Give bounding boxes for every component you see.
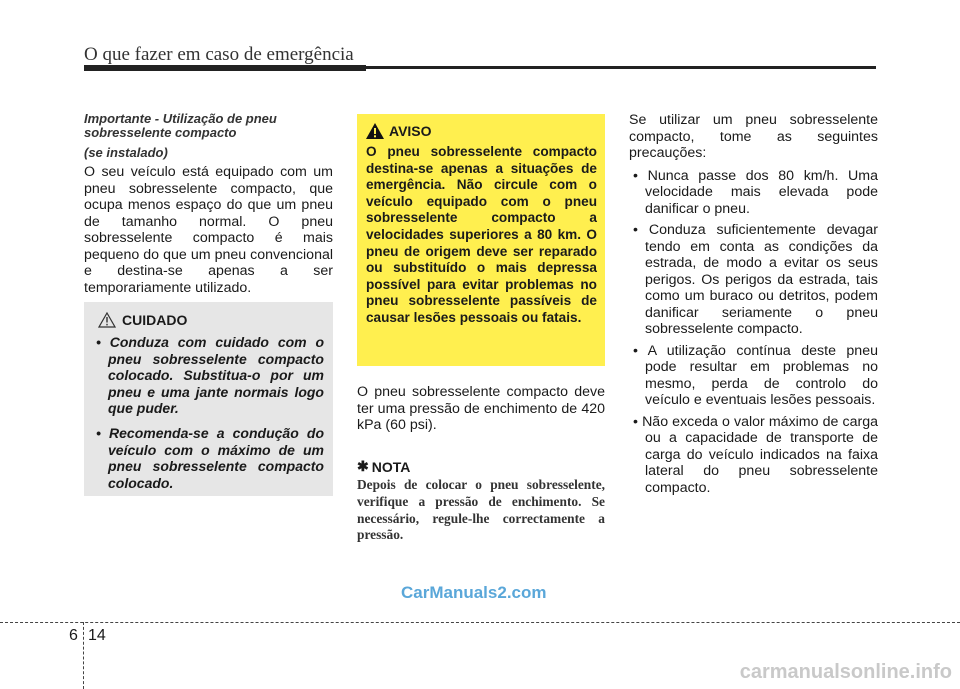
caution-item: • Recomenda-se a condução do veículo com o máximo de um pneu sobresselente compacto colocado. bbox=[96, 424, 324, 491]
site-watermark: carmanualsonline.info bbox=[739, 661, 952, 683]
warning-heading bbox=[365, 122, 432, 140]
caution-heading bbox=[98, 312, 187, 328]
page-header-title: O que fazer em caso de emergência bbox=[84, 44, 354, 65]
column-left bbox=[84, 112, 333, 296]
header-rule-accent bbox=[84, 65, 366, 71]
chapter-number: 6 bbox=[69, 627, 78, 644]
footer-divider bbox=[0, 622, 960, 623]
precautions-intro: Se utilizar um pneu sobresselente compacto, tome as seguintes precauções: bbox=[629, 112, 878, 161]
precaution-item: • A utilização contínua deste pneu pode resultar em problemas no mesmo, perda de controlo do veículo e eventuais lesões pessoais. bbox=[633, 342, 878, 408]
caution-item: • Conduza com cuidado com o pneu sobresselente compacto colocado. Substitua-o por um pneu e uma jante normais logo que puder. bbox=[96, 334, 324, 417]
note-cross-icon: ✱ bbox=[357, 458, 369, 474]
intro-paragraph: O seu veículo está equipado com um pneu sobresselente compacto, que ocupa menos espaço do que um pneu de tamanho normal. O pneu sobresselente compacto é mais pequeno do que um pneu convencional e destina-se apenas a ser temporariamente utilizado. bbox=[84, 164, 333, 296]
section-subtitle-note: (se instalado) bbox=[84, 145, 168, 160]
note-heading bbox=[357, 458, 410, 475]
footer-vertical-divider bbox=[83, 622, 84, 689]
precautions-list bbox=[629, 168, 878, 497]
warning-triangle-icon bbox=[365, 122, 385, 140]
precaution-item: • Conduza suficientemente devagar tendo em conta as condições da estrada, de modo a evitar os seus perigos. Os perigos da estrada, tais como um buraco ou detritos, podem danificar seriamente o pneu sobresselente compacto. bbox=[633, 222, 878, 337]
column-right bbox=[629, 112, 878, 501]
pressure-paragraph bbox=[357, 384, 605, 434]
precaution-item: • Não exceda o valor máximo de carga ou a capacidade de transporte de carga do veículo indicados na faixa lateral do pneu sobresselente compacto. bbox=[633, 413, 878, 496]
note-text: Depois de colocar o pneu sobresselente, verifique a pressão de enchimento. Se necessário, regule-lhe correctamente a pressão. bbox=[357, 477, 605, 543]
precaution-item: • Nunca passe dos 80 km/h. Uma velocidade mais elevada pode danificar o pneu. bbox=[633, 167, 878, 217]
caution-triangle-icon bbox=[98, 312, 116, 328]
warning-text: O pneu sobresselente compacto destina-se apenas a situações de emergência. Não circule com o veículo equipado com o pneu sobresselente compacto a velocidades superiores a 80 km. O pneu de origem deve ser reparado ou substituído o mais depressa possível para evitar problemas no pneu sobresselente passíveis de causar lesões pessoais ou fatais. bbox=[366, 144, 597, 325]
section-subtitle: Importante - Utilização de pneu sobresselente compacto bbox=[84, 111, 277, 140]
watermark-link[interactable]: CarManuals2.com bbox=[401, 583, 547, 602]
caution-label: CUIDADO bbox=[122, 312, 188, 328]
warning-label: AVISO bbox=[389, 123, 432, 139]
note-label: NOTA bbox=[371, 458, 411, 475]
warning-box bbox=[357, 114, 605, 366]
caution-box bbox=[84, 302, 333, 496]
caution-list bbox=[94, 334, 324, 499]
page-number: 14 bbox=[88, 627, 106, 644]
pressure-text: O pneu sobresselente compacto deve ter uma pressão de enchimento de 420 kPa (60 psi). bbox=[357, 384, 605, 433]
